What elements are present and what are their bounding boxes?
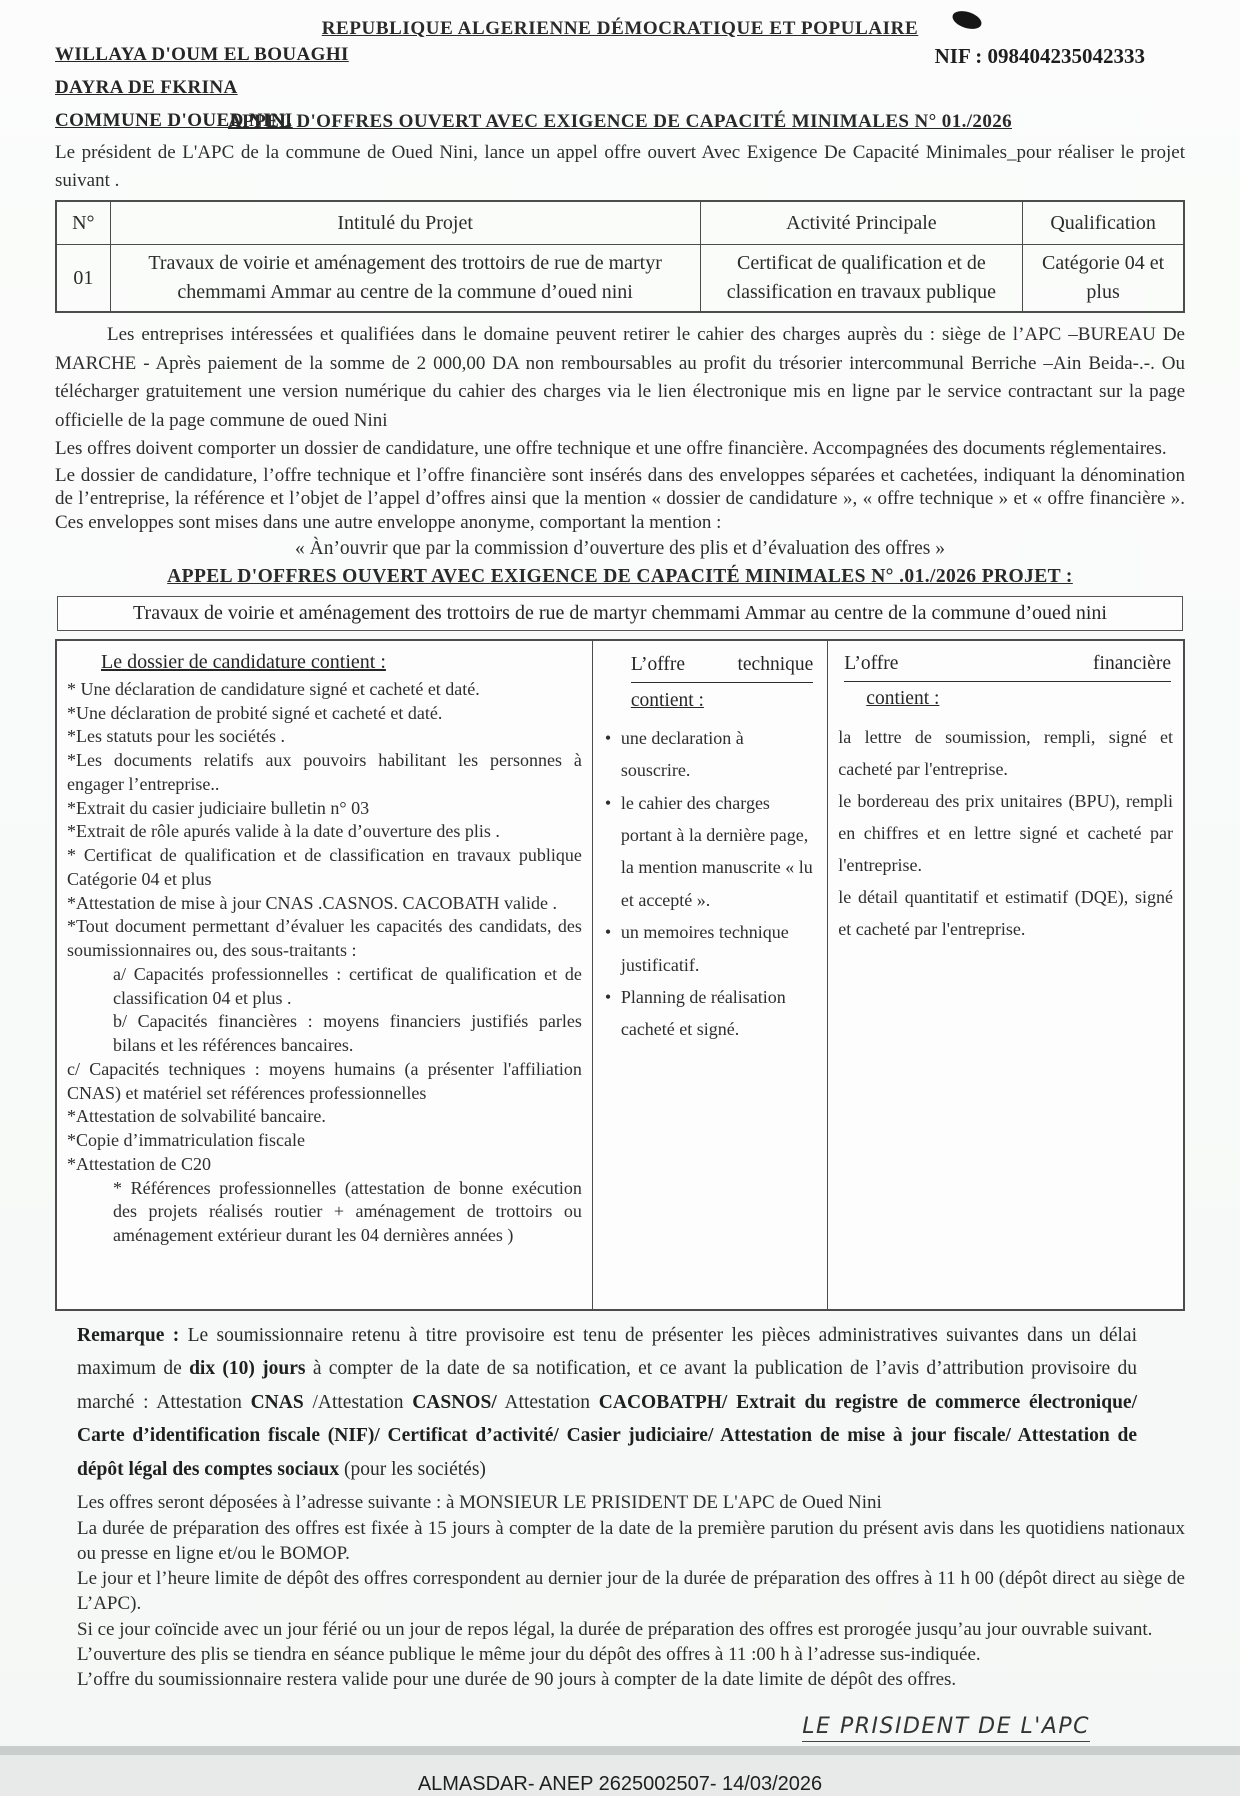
project-heading: APPEL D'OFFRES OUVERT AVEC EXIGENCE DE CAPACITÉ MINIMALES N° .01./2026 PROJET : xyxy=(167,565,1073,587)
list-item: La durée de préparation des offres est fixée à 15 jours à compter de la date de la première parution du présent avis dans les quotidiens nationaux ou presse en ligne et/ou le BOMOP. xyxy=(77,1517,1185,1564)
list-item: *Tout document permettant d’évaluer les capacités des candidats, des soumissionnaires ou, des sous-traitants : xyxy=(67,916,582,961)
project-summary-table xyxy=(55,200,1185,313)
list-item: *Extrait de rôle apurés valide à la date d’ouverture des plis . xyxy=(67,821,500,842)
wilaya-line: WILLAYA D'OUM EL BOUAGHI xyxy=(55,44,349,65)
list-item: Le dossier de candidature, l’offre technique et l’offre financière sont insérés dans des enveloppes séparées et cachetées, indiquant la dénomination de l’entreprise, la référence et l’objet de l’appel d’offres ainsi que la mention « dossier de candidature », « offre technique » et « offre financière ». Ces enveloppes sont mises dans une autre enveloppe anonyme, comportant la mention : xyxy=(55,464,1185,533)
offre-technique-column xyxy=(592,641,828,1309)
text-segment: CNAS xyxy=(250,1391,304,1413)
col-project-header: Intitulé du Projet xyxy=(110,201,700,245)
text-segment: Le soumissionnaire retenu à titre provisoire est tenu de présenter les pièces administratives suivantes dans un délai maximum de xyxy=(77,1324,1137,1380)
president-signature: LE PRISIDENT DE L'APC xyxy=(802,1714,1090,1742)
text-segment: CACOBATPH/ xyxy=(598,1391,737,1413)
offer-contents-table xyxy=(55,639,1185,1311)
text-segment: dix (10) jours xyxy=(189,1358,306,1380)
list-item: *Copie d’immatriculation fiscale xyxy=(67,1130,305,1151)
project-title-box: Travaux de voirie et aménagement des trottoirs de rue de martyr chemmami Ammar au centre de la commune d’oued nini xyxy=(57,596,1183,631)
commune-line: COMMUNE D'OUED NINI xyxy=(55,110,293,131)
list-item: * Certificat de qualification et de classification en travaux publique Catégorie 04 et plus xyxy=(67,845,582,889)
daira-line: DAYRA DE FKRINA xyxy=(55,77,238,98)
dossier-items xyxy=(67,678,582,1248)
technique-heading-word1: L’offre xyxy=(630,653,685,675)
list-item: Le jour et l’heure limite de dépôt des offres correspondent au dernier jour de la durée de préparation des offres à 11 h 00 (dépôt direct au siège de L’APC). xyxy=(77,1568,1185,1615)
list-item: a/ Capacités professionnelles : certificat de qualification et de classification 04 et plus . xyxy=(113,963,582,1008)
list-item: *Extrait du casier judiciaire bulletin n° 03 xyxy=(67,797,370,818)
list-item: *Attestation de mise à jour CNAS .CASNOS. CACOBATH valide . xyxy=(67,892,557,913)
text-segment: CASNOS/ xyxy=(412,1391,497,1413)
text-segment: /Attestation xyxy=(303,1391,413,1413)
list-item: c/ Capacités techniques : moyens humains (a présenter l'affiliation CNAS) et matériel set références professionnelles xyxy=(67,1058,582,1103)
list-item: • le cahier des charges portant à la dernière page, la mention manuscrite « lu et accepté ». xyxy=(603,787,817,917)
tender-heading: APPEL D'OFFRES OUVERT AVEC EXIGENCE DE CAPACITÉ MINIMALES N° 01./2026 xyxy=(227,111,1013,132)
row-qualification: Catégorie 04 et plus xyxy=(1023,245,1184,313)
technique-items xyxy=(603,722,817,1046)
list-item: Les entreprises intéressées et qualifiées dans le domaine peuvent retirer le cahier des charges auprès du : siège de l’APC –BUREAU De MARCHE - Après paiement de la somme de 2 000,00 DA non remboursables au profit du trésorier intercommunal Berriche –Ain Beida-.-. Ou télécharger gratuitement une version numérique du cahier des charges via le lien électronique mis en ligne par le service contractant sur la page officielle de la page commune de oued Nini xyxy=(55,324,1185,431)
list-item: • Planning de réalisation cacheté et signé. xyxy=(603,981,817,1046)
anep-footer: ALMASDAR- ANEP 2625002507- 14/03/2026 xyxy=(417,1773,823,1796)
list-item: la lettre de soumission, rempli, signé et cacheté par l'entreprise. xyxy=(838,726,1173,780)
row-num: 01 xyxy=(56,245,110,313)
text-segment: Remarque : xyxy=(77,1324,188,1346)
dossier-candidature-column xyxy=(57,641,592,1309)
row-project: Travaux de voirie et aménagement des trottoirs de rue de martyr chemmami Ammar au centre de la commune d’oued nini xyxy=(110,245,700,313)
list-item: le bordereau des prix unitaires (BPU), rempli en chiffres et en lettre signé et cacheté par l'entreprise. xyxy=(838,791,1173,876)
list-item: *Les documents relatifs aux pouvoirs habilitant les personnes à engager l’entreprise.. xyxy=(67,750,582,794)
nif-number: NIF : 098404235042333 xyxy=(934,44,1145,68)
remarque-paragraph xyxy=(77,1319,1137,1487)
row-activity: Certificat de qualification et de classification en travaux publique xyxy=(700,245,1023,313)
intro-paragraph: Le président de L'APC de la commune de Oued Nini, lance un appel offre ouvert Avec Exigence De Capacité Minimales_pour réaliser le projet suivant . xyxy=(55,142,1185,191)
list-item: • un memoires technique justificatif. xyxy=(603,916,817,981)
financiere-heading-line2: contient : xyxy=(866,688,940,710)
list-item: L’ouverture des plis se tiendra en séance publique le même jour du dépôt des offres à 11 :00 h à l’adresse sus-indiquée. xyxy=(77,1643,981,1665)
technique-heading-line1 xyxy=(631,647,813,683)
financiere-heading-word1: L’offre xyxy=(844,652,899,674)
signature-block xyxy=(55,1714,1185,1739)
scan-edge-band xyxy=(0,1746,1240,1755)
text-segment: (pour les sociétés) xyxy=(344,1458,486,1480)
col-num-header: N° xyxy=(56,201,110,245)
list-item: *Les statuts pour les sociétés . xyxy=(67,726,285,747)
offre-financiere-column xyxy=(828,641,1183,1309)
list-item: • une declaration à souscrire. xyxy=(603,722,817,787)
technique-heading-word2: technique xyxy=(737,653,814,675)
list-item: L’offre du soumissionnaire restera valide pour une durée de 90 jours à compter de la date limite de dépôt des offres. xyxy=(77,1669,957,1691)
list-item: b/ Capacités financières : moyens financiers justifiés parles bilans et les références bancaires. xyxy=(113,1011,582,1056)
text-segment: Extrait du registre de commerce électronique/ Carte d’identification fiscale (NIF)/ Certificat d’activité/ Casier judiciaire/ Attestation de mise à jour fiscale/ Attestation de dépôt légal des comptes sociaux xyxy=(77,1391,1137,1480)
list-item: Les offres seront déposées à l’adresse suivante : à MONSIEUR LE PRISIDENT DE L'APC de Oued Nini xyxy=(77,1492,882,1514)
dossier-heading: Le dossier de candidature contient : xyxy=(101,650,386,673)
conditions-paragraphs xyxy=(55,321,1185,534)
envelope-quote: « Àn’ouvrir que par la commission d’ouverture des plis et d’évaluation des offres » xyxy=(294,538,945,560)
list-item: * Références professionnelles (attestation de bonne exécution des projets réalisés routier + aménagement de trottoirs ou aménagement extérieur durant les 04 dernières années ) xyxy=(113,1177,582,1246)
technique-heading-line2: contient : xyxy=(630,689,704,711)
financiere-items xyxy=(838,721,1173,945)
table-header-row xyxy=(56,201,1184,245)
text-segment: Attestation xyxy=(496,1391,599,1413)
financiere-heading-line1 xyxy=(844,647,1171,683)
list-item: Les offres doivent comporter un dossier de candidature, une offre technique et une offre financière. Accompagnées des documents réglementaires. xyxy=(55,438,1167,460)
list-item: Si ce jour coïncide avec un jour férié ou un jour de repos légal, la durée de préparation des offres est prorogée jusqu’au jour ouvrable suivant. xyxy=(77,1618,1153,1640)
financiere-heading-word2: financière xyxy=(1093,652,1171,674)
col-qualification-header: Qualification xyxy=(1023,201,1184,245)
text-segment: à compter de la date de sa notification, et ce avant la publication de l’avis d’attribution provisoire du marché : Attestation xyxy=(77,1358,1137,1413)
republic-title: REPUBLIQUE ALGERIENNE DÉMOCRATIQUE ET POPULAIRE xyxy=(321,18,919,39)
list-item: le détail quantitatif et estimatif (DQE), signé et cacheté par l'entreprise. xyxy=(838,887,1173,940)
list-item: *Attestation de C20 xyxy=(67,1153,211,1174)
table-row xyxy=(56,245,1184,313)
list-item: *Attestation de solvabilité bancaire. xyxy=(67,1106,326,1127)
submission-terms-paragraphs xyxy=(77,1490,1185,1692)
list-item: * Une déclaration de candidature signé et cacheté et daté. xyxy=(67,678,480,699)
list-item: *Une déclaration de probité signé et cacheté et daté. xyxy=(67,702,443,723)
col-activity-header: Activité Principale xyxy=(700,201,1023,245)
